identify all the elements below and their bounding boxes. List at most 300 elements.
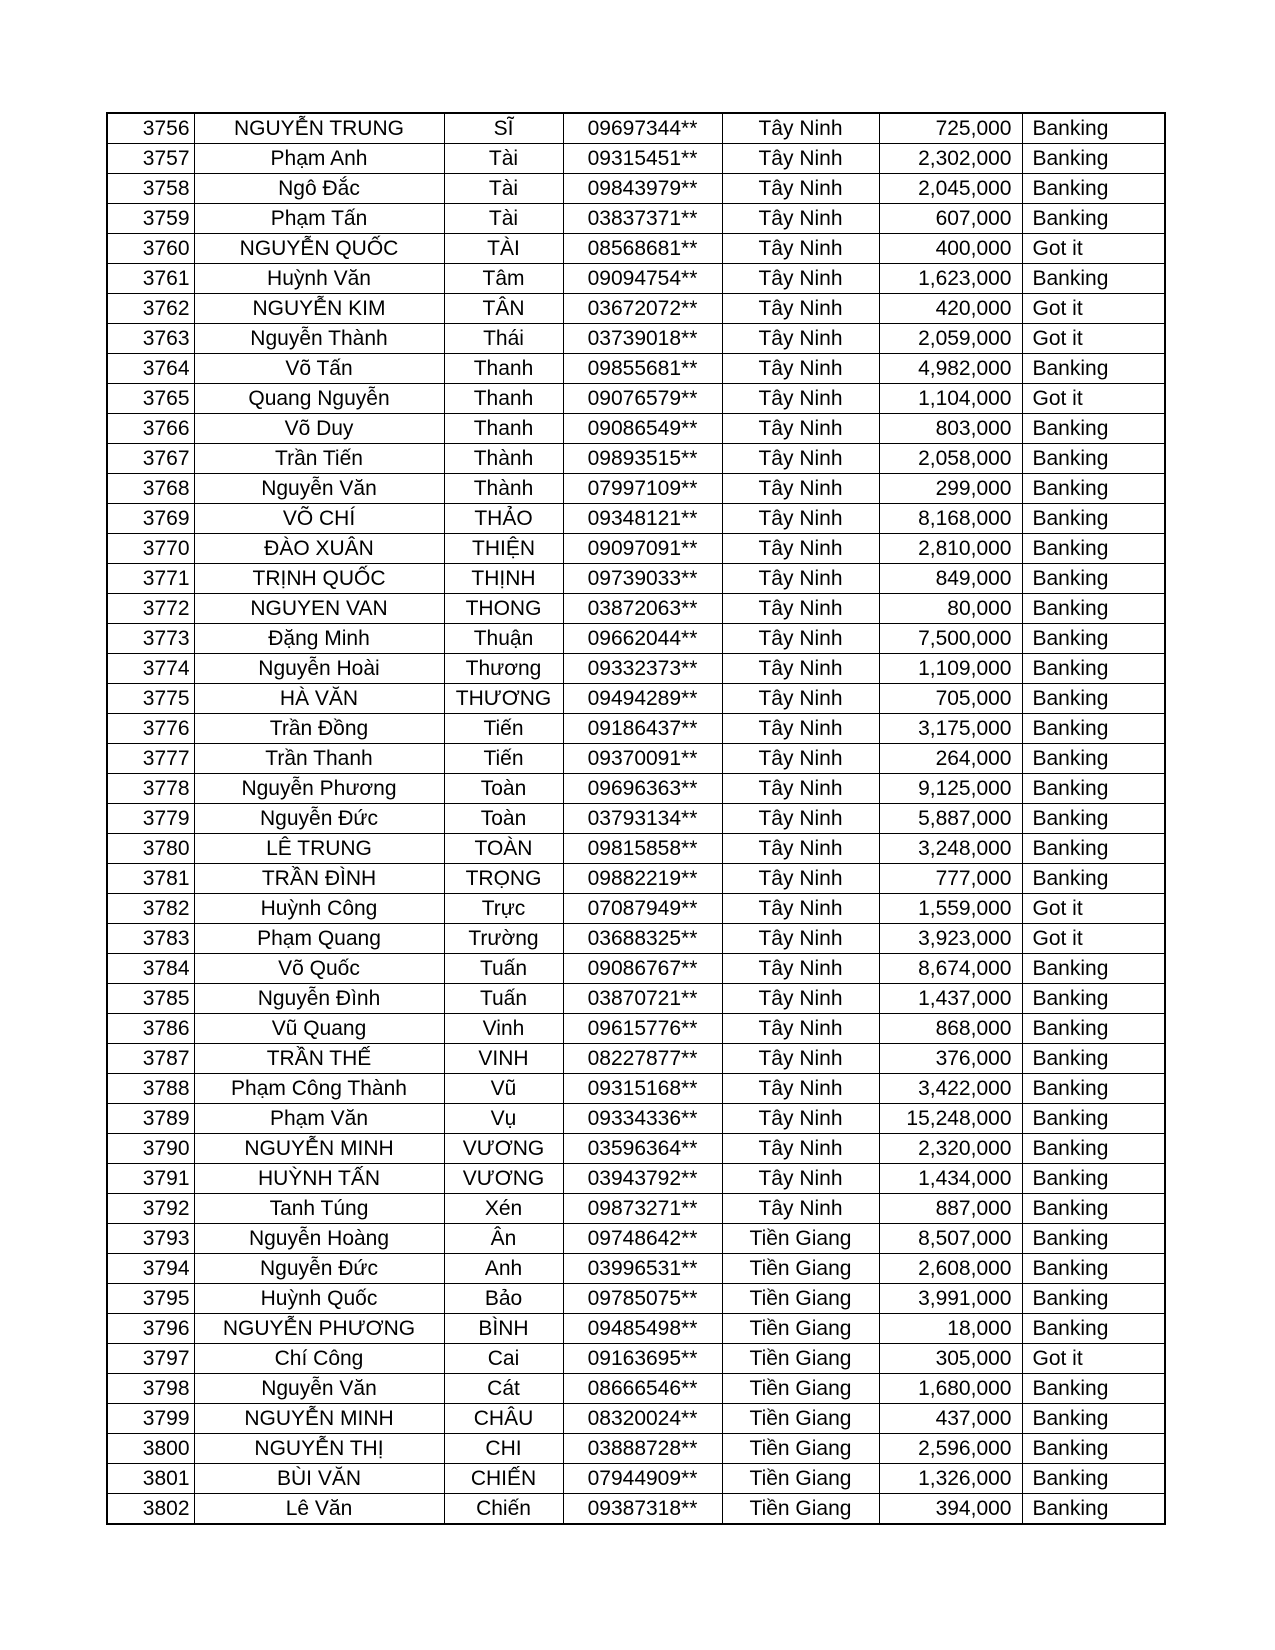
amount-cell: 5,887,000 (879, 804, 1022, 834)
given-name-cell: Anh (444, 1254, 563, 1284)
amount-cell: 4,982,000 (879, 354, 1022, 384)
amount-cell: 7,500,000 (879, 624, 1022, 654)
given-name-cell: Tiến (444, 714, 563, 744)
phone-cell: 09697344** (563, 113, 722, 144)
surname-cell: Nguyễn Thành (194, 324, 444, 354)
surname-cell: NGUYỄN THỊ (194, 1434, 444, 1464)
payment-method-cell: Got it (1022, 234, 1165, 264)
table-row (107, 924, 1165, 954)
surname-cell: TRỊNH QUỐC (194, 564, 444, 594)
table-row (107, 564, 1165, 594)
province-cell: Tây Ninh (722, 534, 879, 564)
payment-method-cell: Banking (1022, 1254, 1165, 1284)
amount-cell: 420,000 (879, 294, 1022, 324)
province-cell: Tiền Giang (722, 1224, 879, 1254)
amount-cell: 80,000 (879, 594, 1022, 624)
table-row (107, 1194, 1165, 1224)
phone-cell: 09696363** (563, 774, 722, 804)
given-name-cell: Ân (444, 1224, 563, 1254)
given-name-cell: THỊNH (444, 564, 563, 594)
surname-cell: Huỳnh Công (194, 894, 444, 924)
row-id-cell: 3775 (107, 684, 194, 714)
province-cell: Tây Ninh (722, 384, 879, 414)
row-id-cell: 3795 (107, 1284, 194, 1314)
phone-cell: 09086767** (563, 954, 722, 984)
phone-cell: 03672072** (563, 294, 722, 324)
surname-cell: BÙI VĂN (194, 1464, 444, 1494)
given-name-cell: Tài (444, 144, 563, 174)
province-cell: Tiền Giang (722, 1404, 879, 1434)
payment-method-cell: Banking (1022, 144, 1165, 174)
amount-cell: 400,000 (879, 234, 1022, 264)
surname-cell: NGUYỄN MINH (194, 1404, 444, 1434)
row-id-cell: 3792 (107, 1194, 194, 1224)
payment-method-cell: Banking (1022, 834, 1165, 864)
table-row (107, 804, 1165, 834)
table-row (107, 984, 1165, 1014)
row-id-cell: 3769 (107, 504, 194, 534)
given-name-cell: CHI (444, 1434, 563, 1464)
row-id-cell: 3791 (107, 1164, 194, 1194)
province-cell: Tiền Giang (722, 1254, 879, 1284)
table-row (107, 894, 1165, 924)
given-name-cell: TÀI (444, 234, 563, 264)
payment-method-cell: Banking (1022, 354, 1165, 384)
row-id-cell: 3763 (107, 324, 194, 354)
amount-cell: 849,000 (879, 564, 1022, 594)
phone-cell: 09615776** (563, 1014, 722, 1044)
phone-cell: 03837371** (563, 204, 722, 234)
phone-cell: 03793134** (563, 804, 722, 834)
amount-cell: 437,000 (879, 1404, 1022, 1434)
given-name-cell: Thanh (444, 354, 563, 384)
row-id-cell: 3771 (107, 564, 194, 594)
given-name-cell: Tiến (444, 744, 563, 774)
table-row (107, 654, 1165, 684)
phone-cell: 03739018** (563, 324, 722, 354)
phone-cell: 03943792** (563, 1164, 722, 1194)
province-cell: Tây Ninh (722, 654, 879, 684)
payment-method-cell: Banking (1022, 654, 1165, 684)
surname-cell: Chí Công (194, 1344, 444, 1374)
row-id-cell: 3780 (107, 834, 194, 864)
surname-cell: NGUYEN VAN (194, 594, 444, 624)
given-name-cell: THẢO (444, 504, 563, 534)
amount-cell: 2,596,000 (879, 1434, 1022, 1464)
table-row (107, 1344, 1165, 1374)
payment-method-cell: Banking (1022, 444, 1165, 474)
surname-cell: Phạm Văn (194, 1104, 444, 1134)
amount-cell: 8,168,000 (879, 504, 1022, 534)
row-id-cell: 3774 (107, 654, 194, 684)
province-cell: Tây Ninh (722, 714, 879, 744)
province-cell: Tây Ninh (722, 1044, 879, 1074)
row-id-cell: 3756 (107, 113, 194, 144)
payment-method-cell: Banking (1022, 1074, 1165, 1104)
given-name-cell: Cát (444, 1374, 563, 1404)
payment-method-cell: Banking (1022, 504, 1165, 534)
table-row (107, 1254, 1165, 1284)
province-cell: Tây Ninh (722, 264, 879, 294)
row-id-cell: 3781 (107, 864, 194, 894)
given-name-cell: Toàn (444, 774, 563, 804)
table-row (107, 1074, 1165, 1104)
surname-cell: Vũ Quang (194, 1014, 444, 1044)
given-name-cell: Cai (444, 1344, 563, 1374)
row-id-cell: 3758 (107, 174, 194, 204)
payment-method-cell: Banking (1022, 474, 1165, 504)
table-row (107, 1134, 1165, 1164)
payment-method-cell: Banking (1022, 1284, 1165, 1314)
given-name-cell: THƯƠNG (444, 684, 563, 714)
given-name-cell: Tuấn (444, 954, 563, 984)
province-cell: Tây Ninh (722, 924, 879, 954)
row-id-cell: 3787 (107, 1044, 194, 1074)
province-cell: Tây Ninh (722, 1134, 879, 1164)
surname-cell: HUỲNH TẤN (194, 1164, 444, 1194)
row-id-cell: 3788 (107, 1074, 194, 1104)
given-name-cell: Vụ (444, 1104, 563, 1134)
table-row (107, 774, 1165, 804)
surname-cell: Trần Thanh (194, 744, 444, 774)
payment-method-cell: Banking (1022, 1404, 1165, 1434)
row-id-cell: 3765 (107, 384, 194, 414)
payment-method-cell: Got it (1022, 924, 1165, 954)
province-cell: Tây Ninh (722, 354, 879, 384)
province-cell: Tiền Giang (722, 1284, 879, 1314)
row-id-cell: 3799 (107, 1404, 194, 1434)
surname-cell: Nguyễn Văn (194, 474, 444, 504)
payment-method-cell: Got it (1022, 324, 1165, 354)
province-cell: Tiền Giang (722, 1314, 879, 1344)
payment-method-cell: Banking (1022, 1374, 1165, 1404)
given-name-cell: CHIẾN (444, 1464, 563, 1494)
payment-method-cell: Banking (1022, 1194, 1165, 1224)
province-cell: Tây Ninh (722, 684, 879, 714)
province-cell: Tây Ninh (722, 564, 879, 594)
phone-cell: 09370091** (563, 744, 722, 774)
amount-cell: 8,507,000 (879, 1224, 1022, 1254)
table-row (107, 1314, 1165, 1344)
phone-cell: 08227877** (563, 1044, 722, 1074)
province-cell: Tây Ninh (722, 834, 879, 864)
given-name-cell: Chiến (444, 1494, 563, 1525)
amount-cell: 887,000 (879, 1194, 1022, 1224)
given-name-cell: VƯƠNG (444, 1164, 563, 1194)
payment-method-cell: Banking (1022, 113, 1165, 144)
amount-cell: 1,680,000 (879, 1374, 1022, 1404)
given-name-cell: VINH (444, 1044, 563, 1074)
row-id-cell: 3764 (107, 354, 194, 384)
province-cell: Tây Ninh (722, 113, 879, 144)
province-cell: Tây Ninh (722, 1074, 879, 1104)
surname-cell: Ngô Đắc (194, 174, 444, 204)
amount-cell: 2,320,000 (879, 1134, 1022, 1164)
row-id-cell: 3802 (107, 1494, 194, 1525)
amount-cell: 299,000 (879, 474, 1022, 504)
given-name-cell: Xén (444, 1194, 563, 1224)
table-row (107, 684, 1165, 714)
surname-cell: NGUYỄN KIM (194, 294, 444, 324)
row-id-cell: 3793 (107, 1224, 194, 1254)
table-row (107, 1434, 1165, 1464)
province-cell: Tây Ninh (722, 414, 879, 444)
surname-cell: NGUYỄN MINH (194, 1134, 444, 1164)
surname-cell: NGUYỄN QUỐC (194, 234, 444, 264)
table-row (107, 444, 1165, 474)
phone-cell: 03596364** (563, 1134, 722, 1164)
surname-cell: TRẦN THẾ (194, 1044, 444, 1074)
amount-cell: 803,000 (879, 414, 1022, 444)
payment-method-cell: Banking (1022, 624, 1165, 654)
province-cell: Tây Ninh (722, 204, 879, 234)
amount-cell: 3,991,000 (879, 1284, 1022, 1314)
phone-cell: 09873271** (563, 1194, 722, 1224)
amount-cell: 2,045,000 (879, 174, 1022, 204)
payment-method-cell: Banking (1022, 684, 1165, 714)
given-name-cell: TÂN (444, 294, 563, 324)
phone-cell: 09494289** (563, 684, 722, 714)
given-name-cell: Tuấn (444, 984, 563, 1014)
given-name-cell: TRỌNG (444, 864, 563, 894)
row-id-cell: 3784 (107, 954, 194, 984)
payment-method-cell: Banking (1022, 1134, 1165, 1164)
given-name-cell: Trực (444, 894, 563, 924)
table-row (107, 1164, 1165, 1194)
province-cell: Tiền Giang (722, 1494, 879, 1525)
phone-cell: 09882219** (563, 864, 722, 894)
table-row (107, 1494, 1165, 1525)
phone-cell: 09076579** (563, 384, 722, 414)
given-name-cell: CHÂU (444, 1404, 563, 1434)
payment-method-cell: Banking (1022, 1104, 1165, 1134)
payment-method-cell: Banking (1022, 564, 1165, 594)
surname-cell: Trần Tiến (194, 444, 444, 474)
phone-cell: 09086549** (563, 414, 722, 444)
payment-method-cell: Banking (1022, 1014, 1165, 1044)
table-row (107, 714, 1165, 744)
payment-method-cell: Banking (1022, 1044, 1165, 1074)
table-row (107, 744, 1165, 774)
payment-method-cell: Banking (1022, 264, 1165, 294)
surname-cell: Nguyễn Đình (194, 984, 444, 1014)
surname-cell: Nguyễn Đức (194, 1254, 444, 1284)
table-row (107, 1284, 1165, 1314)
amount-cell: 394,000 (879, 1494, 1022, 1525)
phone-cell: 09485498** (563, 1314, 722, 1344)
surname-cell: Huỳnh Quốc (194, 1284, 444, 1314)
phone-cell: 09387318** (563, 1494, 722, 1525)
row-id-cell: 3794 (107, 1254, 194, 1284)
table-row (107, 294, 1165, 324)
given-name-cell: Toàn (444, 804, 563, 834)
province-cell: Tây Ninh (722, 504, 879, 534)
amount-cell: 1,623,000 (879, 264, 1022, 294)
payment-method-cell: Banking (1022, 864, 1165, 894)
surname-cell: Huỳnh Văn (194, 264, 444, 294)
payment-method-cell: Banking (1022, 1314, 1165, 1344)
surname-cell: Trần Đồng (194, 714, 444, 744)
given-name-cell: Thành (444, 444, 563, 474)
phone-cell: 09855681** (563, 354, 722, 384)
amount-cell: 2,059,000 (879, 324, 1022, 354)
payment-method-cell: Banking (1022, 774, 1165, 804)
amount-cell: 725,000 (879, 113, 1022, 144)
surname-cell: LÊ TRUNG (194, 834, 444, 864)
amount-cell: 1,437,000 (879, 984, 1022, 1014)
amount-cell: 3,175,000 (879, 714, 1022, 744)
province-cell: Tây Ninh (722, 954, 879, 984)
province-cell: Tây Ninh (722, 324, 879, 354)
payment-method-cell: Banking (1022, 984, 1165, 1014)
surname-cell: Võ Quốc (194, 954, 444, 984)
province-cell: Tây Ninh (722, 984, 879, 1014)
province-cell: Tây Ninh (722, 1014, 879, 1044)
surname-cell: Phạm Công Thành (194, 1074, 444, 1104)
amount-cell: 3,923,000 (879, 924, 1022, 954)
given-name-cell: Thuận (444, 624, 563, 654)
phone-cell: 08320024** (563, 1404, 722, 1434)
phone-cell: 03870721** (563, 984, 722, 1014)
recipient-table (106, 112, 1166, 1525)
province-cell: Tây Ninh (722, 894, 879, 924)
phone-cell: 03872063** (563, 594, 722, 624)
table-row (107, 1464, 1165, 1494)
phone-cell: 08666546** (563, 1374, 722, 1404)
given-name-cell: Tài (444, 204, 563, 234)
amount-cell: 868,000 (879, 1014, 1022, 1044)
surname-cell: Quang Nguyễn (194, 384, 444, 414)
phone-cell: 09163695** (563, 1344, 722, 1374)
table-row (107, 1404, 1165, 1434)
surname-cell: Võ Tấn (194, 354, 444, 384)
table-row (107, 624, 1165, 654)
phone-cell: 07087949** (563, 894, 722, 924)
row-id-cell: 3773 (107, 624, 194, 654)
province-cell: Tây Ninh (722, 1164, 879, 1194)
given-name-cell: Thanh (444, 414, 563, 444)
province-cell: Tây Ninh (722, 774, 879, 804)
given-name-cell: TOÀN (444, 834, 563, 864)
province-cell: Tây Ninh (722, 144, 879, 174)
row-id-cell: 3762 (107, 294, 194, 324)
row-id-cell: 3798 (107, 1374, 194, 1404)
payment-method-cell: Banking (1022, 1164, 1165, 1194)
surname-cell: Nguyễn Đức (194, 804, 444, 834)
payment-method-cell: Banking (1022, 1494, 1165, 1525)
row-id-cell: 3778 (107, 774, 194, 804)
amount-cell: 8,674,000 (879, 954, 1022, 984)
given-name-cell: Trường (444, 924, 563, 954)
phone-cell: 09662044** (563, 624, 722, 654)
province-cell: Tây Ninh (722, 294, 879, 324)
amount-cell: 2,302,000 (879, 144, 1022, 174)
phone-cell: 09315168** (563, 1074, 722, 1104)
table-row (107, 1104, 1165, 1134)
amount-cell: 15,248,000 (879, 1104, 1022, 1134)
row-id-cell: 3757 (107, 144, 194, 174)
payment-method-cell: Banking (1022, 174, 1165, 204)
table-row (107, 264, 1165, 294)
given-name-cell: Tâm (444, 264, 563, 294)
table-row (107, 1014, 1165, 1044)
given-name-cell: Thương (444, 654, 563, 684)
phone-cell: 09334336** (563, 1104, 722, 1134)
table-row (107, 954, 1165, 984)
phone-cell: 03888728** (563, 1434, 722, 1464)
table-row (107, 534, 1165, 564)
amount-cell: 1,326,000 (879, 1464, 1022, 1494)
row-id-cell: 3777 (107, 744, 194, 774)
table-row (107, 594, 1165, 624)
amount-cell: 2,810,000 (879, 534, 1022, 564)
phone-cell: 09843979** (563, 174, 722, 204)
payment-method-cell: Banking (1022, 594, 1165, 624)
surname-cell: HÀ VĂN (194, 684, 444, 714)
table-row (107, 474, 1165, 504)
payment-method-cell: Banking (1022, 954, 1165, 984)
payment-method-cell: Banking (1022, 744, 1165, 774)
amount-cell: 705,000 (879, 684, 1022, 714)
row-id-cell: 3796 (107, 1314, 194, 1344)
row-id-cell: 3801 (107, 1464, 194, 1494)
table-row (107, 144, 1165, 174)
province-cell: Tây Ninh (722, 864, 879, 894)
payment-method-cell: Got it (1022, 894, 1165, 924)
surname-cell: Phạm Tấn (194, 204, 444, 234)
amount-cell: 1,434,000 (879, 1164, 1022, 1194)
table-row (107, 204, 1165, 234)
row-id-cell: 3776 (107, 714, 194, 744)
payment-method-cell: Banking (1022, 204, 1165, 234)
row-id-cell: 3785 (107, 984, 194, 1014)
phone-cell: 09186437** (563, 714, 722, 744)
amount-cell: 607,000 (879, 204, 1022, 234)
phone-cell: 09739033** (563, 564, 722, 594)
row-id-cell: 3770 (107, 534, 194, 564)
phone-cell: 03996531** (563, 1254, 722, 1284)
table-row (107, 834, 1165, 864)
payment-method-cell: Banking (1022, 1434, 1165, 1464)
province-cell: Tiền Giang (722, 1464, 879, 1494)
row-id-cell: 3779 (107, 804, 194, 834)
phone-cell: 09348121** (563, 504, 722, 534)
payment-method-cell: Got it (1022, 294, 1165, 324)
province-cell: Tây Ninh (722, 744, 879, 774)
province-cell: Tiền Giang (722, 1434, 879, 1464)
phone-cell: 09097091** (563, 534, 722, 564)
amount-cell: 2,608,000 (879, 1254, 1022, 1284)
given-name-cell: VƯƠNG (444, 1134, 563, 1164)
row-id-cell: 3768 (107, 474, 194, 504)
given-name-cell: BÌNH (444, 1314, 563, 1344)
amount-cell: 305,000 (879, 1344, 1022, 1374)
phone-cell: 09094754** (563, 264, 722, 294)
table-row (107, 864, 1165, 894)
given-name-cell: SĨ (444, 113, 563, 144)
phone-cell: 09815858** (563, 834, 722, 864)
row-id-cell: 3760 (107, 234, 194, 264)
given-name-cell: THONG (444, 594, 563, 624)
phone-cell: 09893515** (563, 444, 722, 474)
row-id-cell: 3761 (107, 264, 194, 294)
given-name-cell: Thanh (444, 384, 563, 414)
row-id-cell: 3786 (107, 1014, 194, 1044)
payment-method-cell: Banking (1022, 534, 1165, 564)
row-id-cell: 3797 (107, 1344, 194, 1374)
table-row (107, 174, 1165, 204)
phone-cell: 09785075** (563, 1284, 722, 1314)
